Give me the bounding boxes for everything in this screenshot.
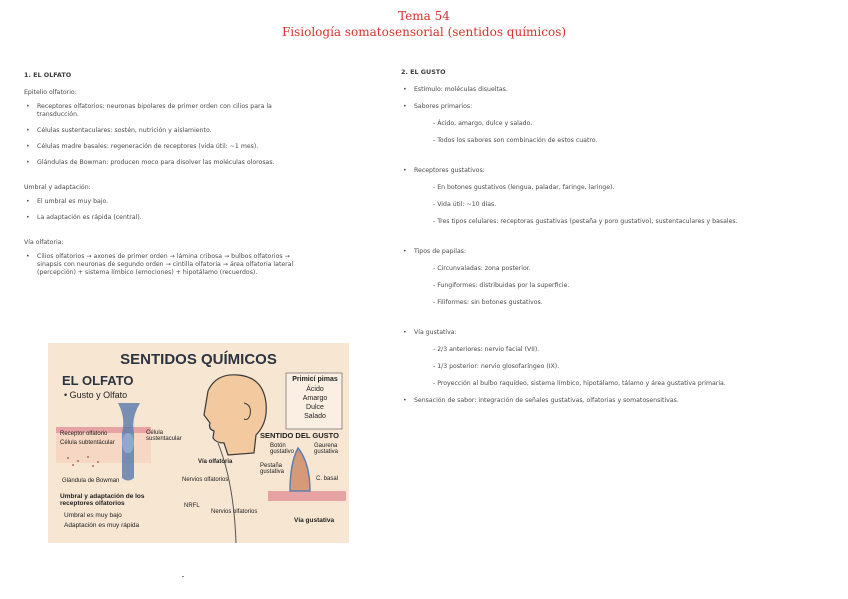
right-column	[401, 68, 791, 414]
list-item: • La adaptación es rápida (central).	[24, 214, 294, 222]
left-column	[24, 71, 294, 285]
document-title: Tema 54	[398, 9, 450, 23]
epitelio-list	[24, 103, 294, 167]
list-item: • Glándulas de Bowman: producen moco para disolver las moléculas olorosas.	[24, 159, 294, 167]
label-boton: Botón gustativo	[270, 443, 295, 455]
taste-item: Amargo	[302, 395, 328, 402]
list-item: • Células madre basales: regeneración de receptores (vida útil: ~1 mes).	[24, 143, 294, 151]
label-cel-sust: Célula sustentacular	[146, 430, 182, 442]
via-olfatoria-list	[24, 253, 294, 277]
label-cel-subt: Célula subtentácular	[60, 440, 115, 446]
via-gustativa-label: • Vía gustativa:	[401, 329, 791, 337]
list-item: - Circunvaladas: zona posterior.	[433, 265, 531, 272]
label-nrfl: NRFL	[184, 503, 200, 509]
list-item: • Sensación de sabor: integración de señales gustativas, olfatorias y somatosensitivas.	[401, 397, 791, 405]
epithelium-tissue	[56, 433, 151, 463]
sentidos-quimicos-illustration	[48, 343, 349, 543]
list-item: - Fungiformes: distribuidas por la superficie.	[433, 282, 570, 289]
nerve-line	[218, 443, 236, 543]
figure-olfato-title: EL OLFATO	[62, 373, 134, 388]
label-umbral-2: Adaptación es muy rápida	[64, 522, 140, 529]
label-via-gustativa: Vía gustativa	[294, 517, 335, 524]
section-heading-olfato: 1. EL OLFATO	[24, 71, 72, 79]
list-item: - Tres tipos celulares: receptoras gustativas (pestaña y poro gustativo), sustentaculares y basales.	[433, 218, 738, 225]
label-nervios: Nervios olfatorios	[182, 477, 229, 483]
document-subtitle: Fisiología somatosensorial (sentidos químicos)	[281, 25, 567, 39]
list-item: • Cilios olfatorios → axones de primer orden → lámina cribosa → bulbos olfatorios → sinapsis con neuronas de segundo orden → cintilla olfatoria → área olfatoria lateral (percepción) + sistema límbico (emociones) + hipotálamo (recuerdos).	[24, 253, 294, 277]
figure-title: SENTIDOS QUÍMICOS	[120, 351, 277, 368]
papilas-label: • Tipos de papilas:	[401, 248, 791, 256]
receptor-cell-body	[122, 433, 134, 453]
label-via-olfatoria: Vía olfatoria	[198, 459, 233, 465]
tongue-surface	[268, 491, 346, 501]
via-olfatoria-label: Vía olfatoria:	[24, 239, 64, 246]
umbral-list	[24, 198, 294, 222]
list-item: - Vida útil: ~10 días.	[433, 201, 497, 208]
list-item: - Proyección al bulbo raquídeo, sistema límbico, hipotálamo, tálamo y área gustativa primaria.	[433, 380, 726, 387]
list-item: • El umbral es muy bajo.	[24, 198, 294, 206]
list-item: - 1/3 posterior: nervio glosofaríngeo (IX).	[433, 363, 560, 370]
list-item: - Ácido, amargo, dulce y salado.	[433, 120, 533, 127]
label-receptor: Receptor olfatorio	[60, 431, 108, 437]
list-item: - Todos los sabores son combinación de estos cuatro.	[433, 137, 598, 144]
taste-item: Dulce	[306, 404, 324, 411]
label-umbral-title: Umbral y adaptación de los receptores olfatorios	[60, 493, 145, 507]
list-item: - 2/3 anteriores: nervio facial (VII).	[433, 346, 540, 353]
taste-item: Ácido	[306, 386, 324, 393]
umbral-label: Umbral y adaptación:	[24, 184, 91, 191]
label-cbasal: C. basal	[316, 476, 339, 482]
label-gaurena: Gaurena gustativa	[314, 443, 339, 455]
epitelio-label: Epitelio olfatorio:	[24, 89, 77, 96]
label-pestana: Pestaña gustativa	[260, 463, 285, 475]
list-item: • Células sustentaculares: sostén, nutrición y aislamiento.	[24, 127, 294, 135]
list-item: - En botones gustativos (lengua, paladar, faringe, laringe).	[433, 184, 615, 191]
section-heading-gusto: 2. EL GUSTO	[401, 68, 446, 76]
receptores-label: • Receptores gustativos:	[401, 167, 791, 175]
label-sentido-gusto: SENTIDO DEL GUSTO	[260, 431, 339, 440]
label-glandula: Glándula de Bowman	[62, 478, 120, 484]
head-profile	[204, 375, 266, 455]
label-umbral-1: Umbral es muy bajo	[64, 512, 122, 519]
figure-gusto-olfato: • Gusto y Olfato	[64, 390, 128, 400]
label-nervios-2: Nervios olfatorios	[211, 509, 258, 515]
list-item: • Receptores olfatorios: neuronas bipolares de primer orden con cilios para la transducción.	[24, 103, 294, 119]
sabores-label: • Sabores primarios:	[401, 103, 791, 111]
page-mark	[182, 576, 184, 577]
primary-tastes-title: Primicí pimas	[292, 376, 338, 383]
list-item: - Filiformes: sin botones gustativos.	[433, 299, 543, 306]
taste-item: Salado	[304, 413, 326, 420]
list-item: • Estímulo: moléculas disueltas.	[401, 86, 791, 94]
